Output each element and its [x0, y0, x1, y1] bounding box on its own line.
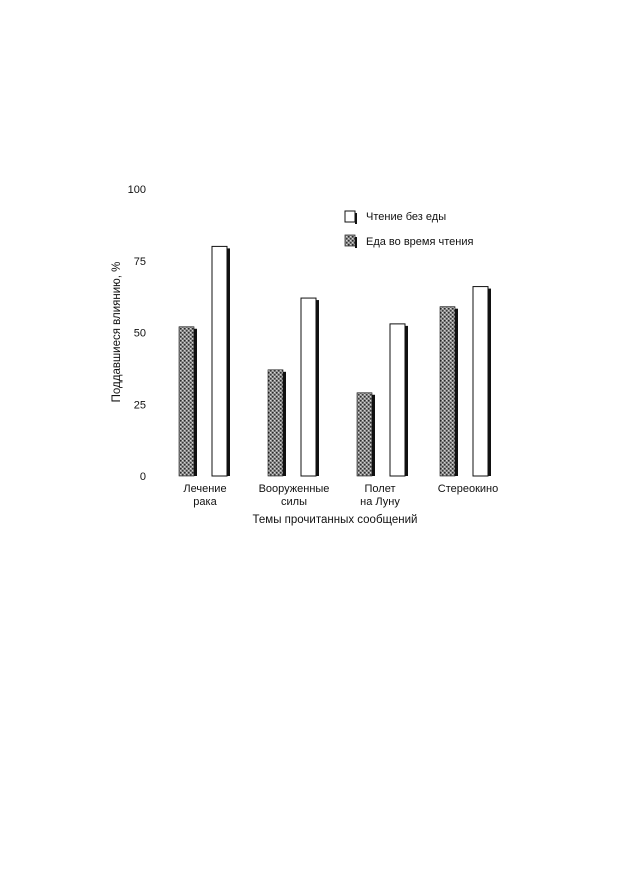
bar-no-food [473, 287, 488, 476]
legend [345, 211, 473, 248]
bar-shadow [455, 309, 458, 476]
category-label: Вооруженные силы [258, 483, 330, 508]
bar-with-food [357, 393, 372, 476]
x-axis-title: Темы прочитанных сообщений [252, 514, 418, 526]
bar-with-food [268, 370, 283, 476]
category-label: Стереокино [437, 483, 499, 495]
category-labels [183, 483, 498, 508]
legend-label-with-food: Еда во время чтения [366, 236, 474, 248]
y-tick-label: 100 [127, 184, 146, 196]
category-label: Лечение рака [183, 483, 227, 508]
y-tick-label: 25 [133, 399, 146, 412]
legend-swatch-dotted [345, 235, 355, 246]
y-tick-label: 0 [139, 471, 146, 483]
bar-no-food [212, 246, 227, 476]
bar-shadow [372, 395, 375, 476]
y-axis-ticks [128, 184, 146, 483]
bar-shadow [283, 372, 286, 476]
legend-swatch-white [345, 211, 355, 222]
bars [179, 246, 491, 476]
category-label: Полет на Луну [360, 483, 400, 508]
bar-with-food [440, 307, 455, 476]
bar-with-food [179, 327, 194, 476]
bar-shadow [194, 329, 197, 476]
y-axis-title: Поддавшиеся влиянию, % [111, 261, 123, 403]
legend-label-no-food: Чтение без еды [366, 211, 447, 223]
y-tick-label: 50 [133, 327, 146, 340]
bar-no-food [301, 298, 316, 476]
bar-no-food [390, 324, 405, 476]
y-tick-label: 75 [133, 255, 146, 268]
